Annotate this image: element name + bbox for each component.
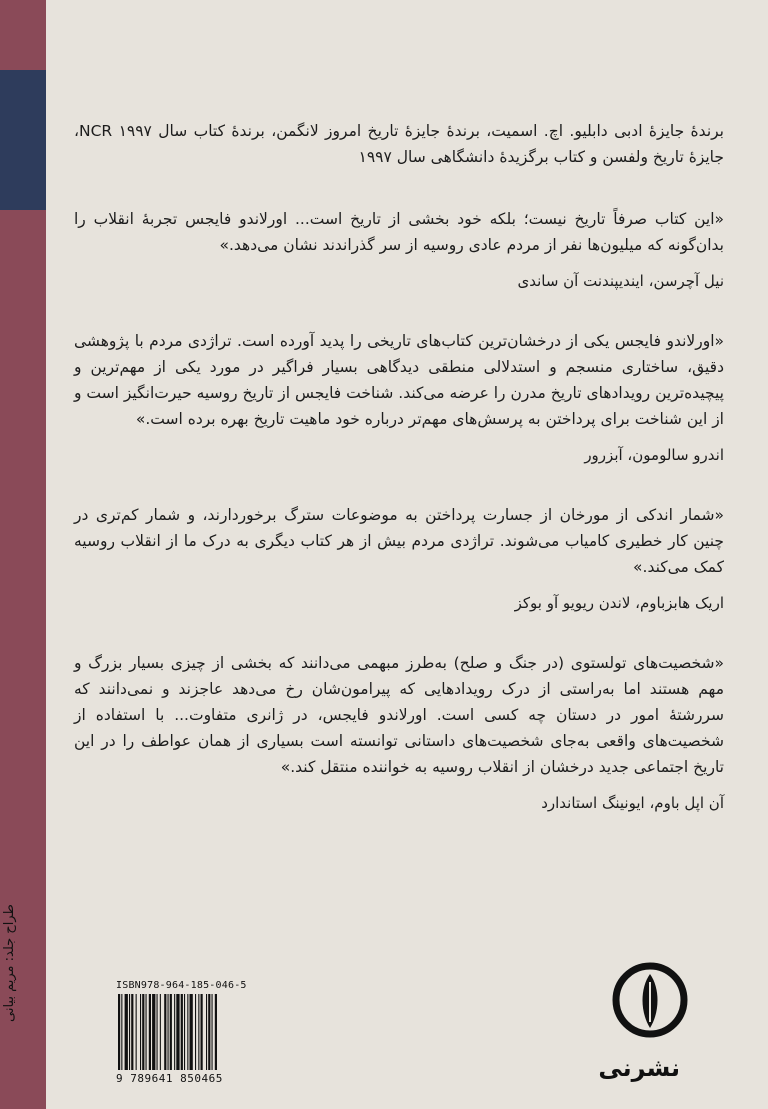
stripe-blue [0, 70, 46, 210]
isbn-digits: 9 789641 850465 [116, 1072, 223, 1085]
review-source: آن اپل باوم، ایونینگ استاندارد [541, 794, 724, 812]
review-block [74, 206, 724, 294]
publisher-name: نشرنی [598, 1054, 680, 1082]
cover-designer-credit: طراح جلد: مریم بیانی [2, 904, 17, 1022]
stripe-red-top [0, 0, 46, 70]
awards-text: برندهٔ جایزهٔ ادبی دابلیو. اچ. اسمیت، برندهٔ جایزهٔ تاریخ امروز لانگمن، برندهٔ کتاب سال NCR ۱۹۹۷، جایزهٔ تاریخ ولفسن و کتاب برگزیدهٔ دانشگاهی سال ۱۹۹۷ [74, 122, 724, 166]
review-source: اریک هابزباوم، لاندن ریویو آو بوکز [514, 594, 724, 612]
awards-block [74, 118, 724, 170]
barcode-icon [112, 994, 282, 1072]
isbn-label: ISBN978-964-185-046-5 [116, 980, 247, 991]
review-block [74, 502, 724, 616]
blurbs-column [74, 118, 724, 850]
review-text: «شمار اندکی از مورخان از جسارت پرداختن به موضوعات سترگ برخوردارند، و شمار کم‌تری در چنین کار خطیری کامیاب می‌شوند. تراژدی مردم بیش از هر کتاب دیگری به درک ما از انقلاب روسیه کمک می‌کند.» [74, 506, 724, 576]
isbn-barcode [112, 980, 282, 1092]
review-text: «شخصیت‌های تولستوی (در جنگ و صلح) به‌طرز مبهمی می‌دانند که بخشی از چیزی بسیار بزرگ و مهم هستند اما به‌راستی از درک رویدادهایی که پیرامون‌شان رخ می‌دهد عاجزند و نمی‌دانند که سررشتهٔ امور در دستان چه کسی است. اورلاندو فایجس، در ژانری متفاوت... با استفاده از شخصیت‌های واقعی به‌جای شخصیت‌های داستانی توانسته است بسیاری از همان عواطف را در این تاریخ اجتماعی جدید درخشان از انقلاب روسیه به خواننده منتقل کند.» [74, 654, 724, 776]
review-source: نیل آچرسن، ایندیپندنت آن ساندی [517, 272, 724, 290]
review-text: «این کتاب صرفاً تاریخ نیست؛ بلکه خود بخشی از تاریخ است... اورلاندو فایجس تجربهٔ انقلاب را بدان‌گونه که میلیون‌ها نفر از مردم عادی روسیه از سر گذراندند نشان می‌دهد.» [74, 210, 724, 254]
review-block [74, 650, 724, 816]
review-source: اندرو سالومون، آبزرور [584, 446, 724, 464]
review-text: «اورلاندو فایجس یکی از درخشان‌ترین کتاب‌های تاریخی را پدید آورده است. تراژدی مردم با پژوهشی دقیق، ساختاری منسجم و استدلالی منطقی دیدگاهی بسیار فراگیر در مورد یکی از مهم‌ترین و پیچیده‌ترین رویدادهای تاریخ مدرن را عرضه می‌کند. شناخت فایجس از تاریخ روسیه حیرت‌انگیز است و از این شناخت برای پرداختن به پرسش‌های مهم‌تر درباره خود ماهیت تاریخ بهره برده است.» [74, 332, 724, 428]
review-block [74, 328, 724, 468]
